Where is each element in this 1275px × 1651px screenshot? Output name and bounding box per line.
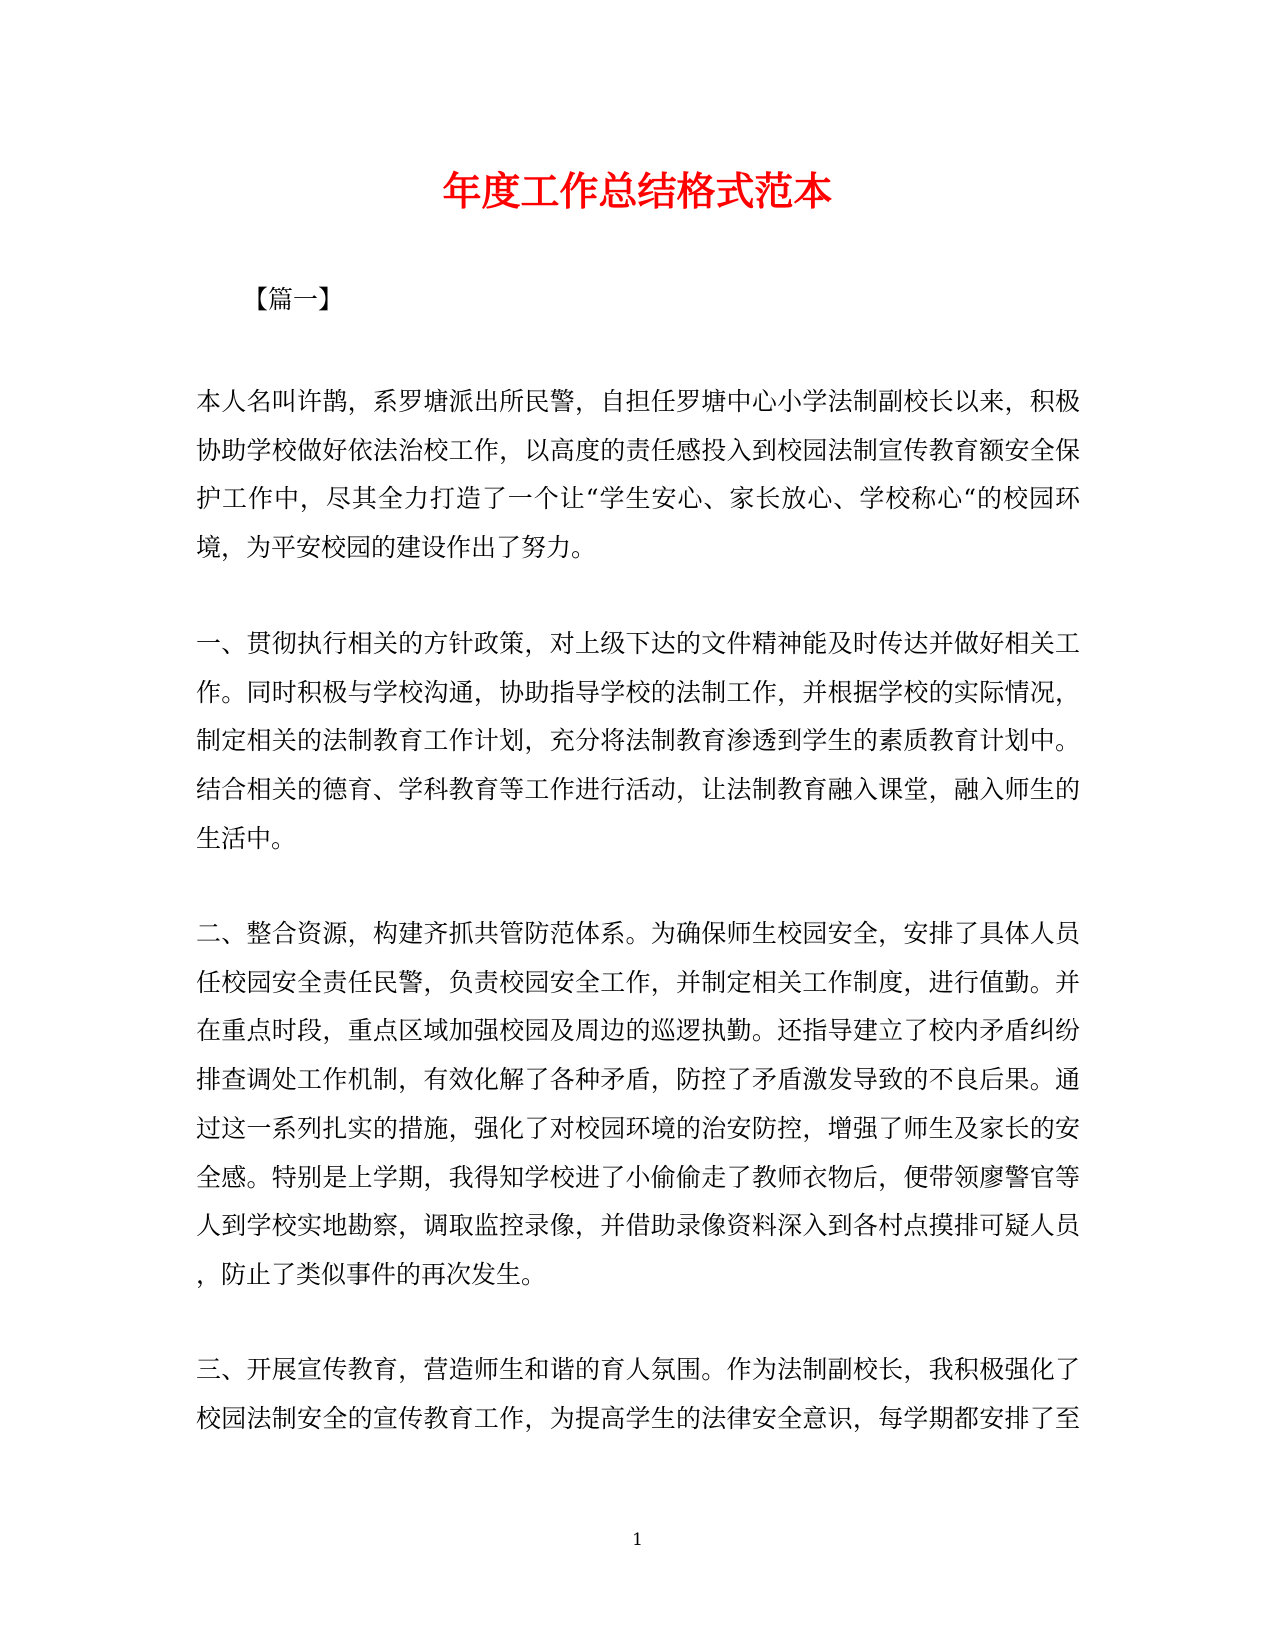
paragraph-line: 制定相关的法制教育工作计划，充分将法制教育渗透到学生的素质教育计划中。	[196, 726, 1080, 756]
paragraph-line: 协助学校做好依法治校工作，以高度的责任感投入到校园法制宣传教育额安全保	[196, 435, 1080, 465]
paragraph-section-three	[196, 1346, 1080, 1443]
paragraph-line: 二、整合资源，构建齐抓共管防范体系。为确保师生校园安全，安排了具体人员	[196, 919, 1080, 948]
paragraph-line: 结合相关的德育、学科教育等工作进行活动，让法制教育融入课堂，融入师生的	[196, 775, 1080, 805]
paragraph-line: 作。同时积极与学校沟通，协助指导学校的法制工作，并根据学校的实际情况，	[196, 677, 1080, 707]
paragraph-section-one	[196, 620, 1080, 864]
paragraph-line: 校园法制安全的宣传教育工作，为提高学生的法律安全意识，每学期都安排了至	[196, 1403, 1080, 1433]
paragraph-line: 排查调处工作机制，有效化解了各种矛盾，防控了矛盾激发导致的不良后果。通	[196, 1065, 1080, 1095]
paragraph-section-two	[196, 910, 1080, 1300]
document-title: 年度工作总结格式范本	[442, 169, 833, 215]
paragraph-line: 境，为平安校园的建设作出了努力。	[196, 533, 597, 563]
paragraph-line: ，防止了类似事件的再次发生。	[196, 1259, 547, 1289]
paragraph-intro	[196, 378, 1080, 573]
section-label: 【篇一】	[243, 285, 344, 314]
paragraph-line: 在重点时段，重点区域加强校园及周边的巡逻执勤。还指导建立了校内矛盾纠纷	[196, 1016, 1080, 1046]
page-number: 1	[632, 1530, 643, 1550]
paragraph-line: 一、贯彻执行相关的方针政策，对上级下达的文件精神能及时传达并做好相关工	[196, 629, 1080, 658]
paragraph-line: 三、开展宣传教育，营造师生和谐的育人氛围。作为法制副校长，我积极强化了	[196, 1355, 1080, 1384]
paragraph-line: 人到学校实地勘察，调取监控录像，并借助录像资料深入到各村点摸排可疑人员	[196, 1211, 1080, 1241]
paragraph-line: 全感。特别是上学期，我得知学校进了小偷偷走了教师衣物后，便带领廖警官等	[196, 1162, 1080, 1192]
paragraph-line: 生活中。	[196, 823, 297, 853]
paragraph-line: 任校园安全责任民警，负责校园安全工作，并制定相关工作制度，进行值勤。并	[196, 967, 1080, 997]
paragraph-line: 过这一系列扎实的措施，强化了对校园环境的治安防控，增强了师生及家长的安	[196, 1113, 1080, 1143]
paragraph-line: 本人名叫许鹊，系罗塘派出所民警，自担任罗塘中心小学法制副校长以来，积极	[196, 387, 1080, 416]
paragraph-line: 护工作中，尽其全力打造了一个让“学生安心、家长放心、学校称心“的校园环	[196, 484, 1080, 514]
